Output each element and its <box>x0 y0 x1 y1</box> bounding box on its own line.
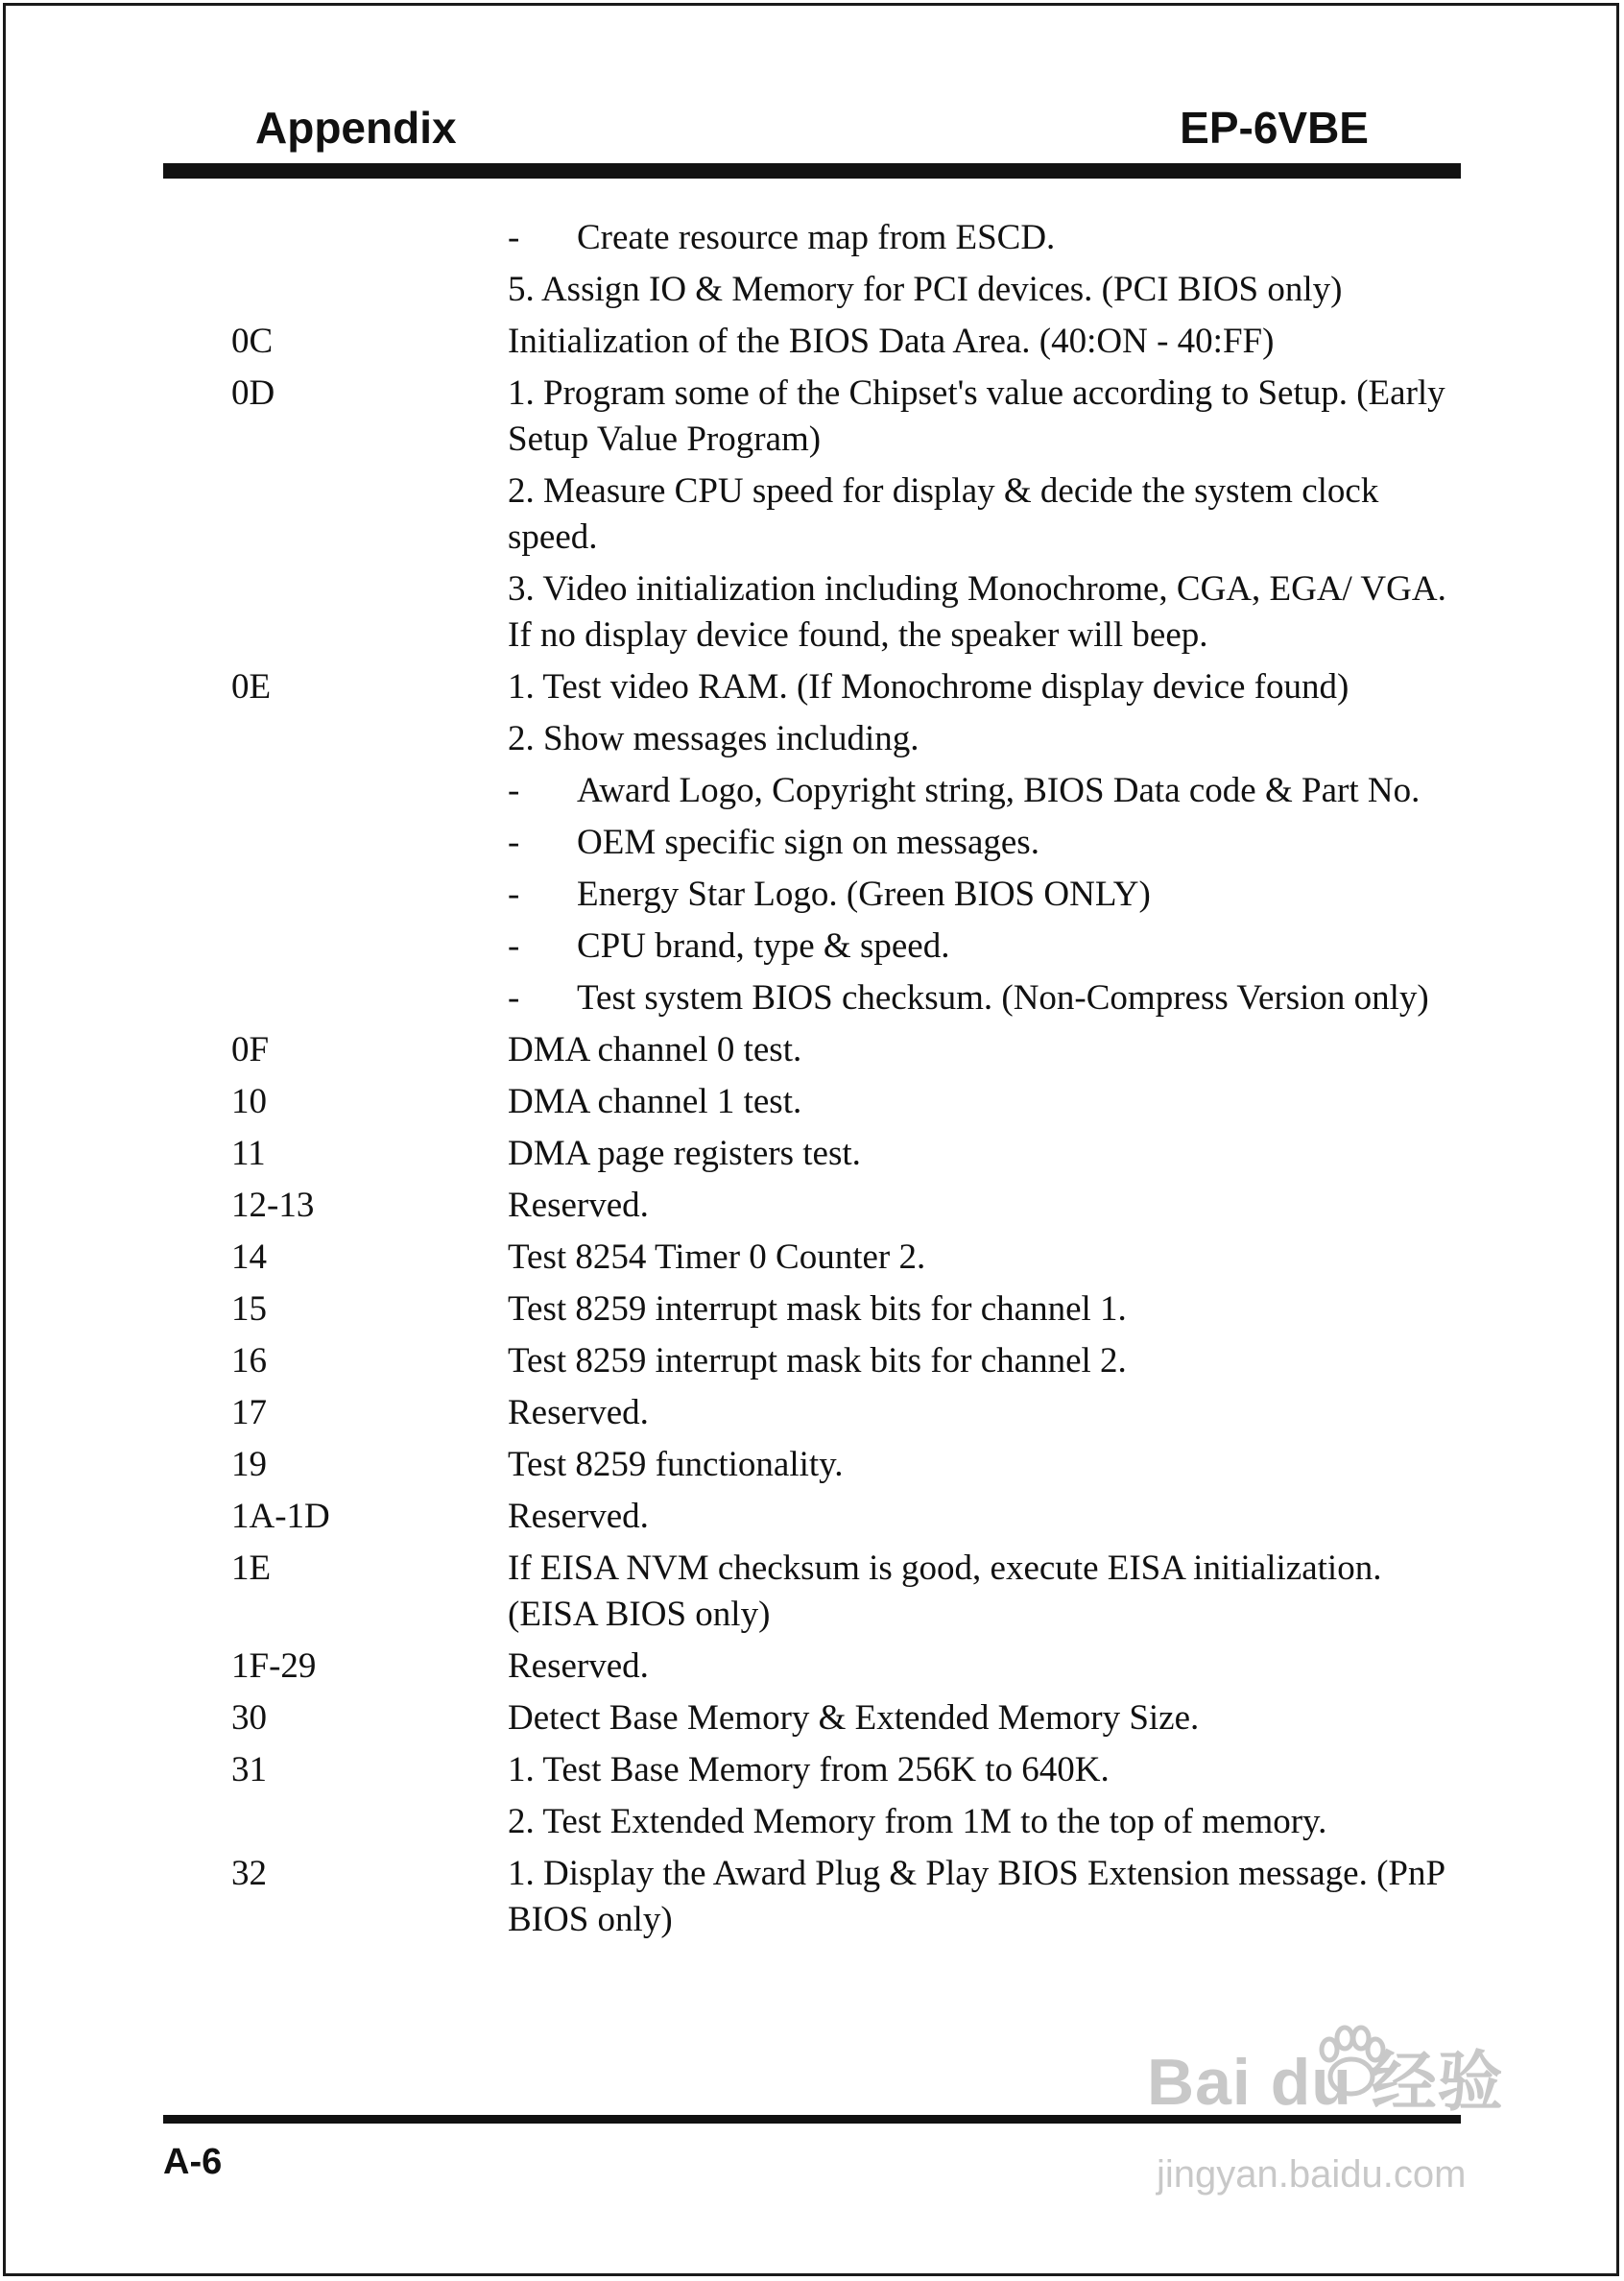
post-description <box>508 1286 1465 1338</box>
post-description <box>508 1131 1465 1183</box>
post-code: 31 <box>231 1750 267 1789</box>
description-line: Reserved. <box>508 1497 649 1536</box>
bullet-text: OEM specific sign on messages. <box>577 823 1039 862</box>
description-line: DMA channel 0 test. <box>508 1030 802 1069</box>
post-code: 10 <box>231 1082 267 1121</box>
description-line: Initialization of the BIOS Data Area. (40:ON - 40:FF) <box>508 322 1275 361</box>
post-description <box>508 1079 1465 1131</box>
description-line: 1. Program some of the Chipset's value according to Setup. (Early Setup Value Program) <box>508 373 1445 459</box>
post-code <box>231 215 508 319</box>
description-line: If EISA NVM checksum is good, execute EISA initialization. (EISA BIOS only) <box>508 1549 1382 1634</box>
table-row <box>231 1286 1465 1338</box>
table-row <box>231 1235 1465 1286</box>
table-row <box>231 1183 1465 1235</box>
description-line: Test 8259 functionality. <box>508 1445 844 1484</box>
post-code: 12-13 <box>231 1186 315 1225</box>
post-code: 0E <box>231 667 272 707</box>
description-line: 2. Measure CPU speed for display & decide the system clock speed. <box>508 471 1379 557</box>
dash-bullet: - <box>508 771 520 810</box>
description-line: Reserved. <box>508 1186 649 1225</box>
description-line: Reserved. <box>508 1646 649 1686</box>
post-code: 0C <box>231 322 274 361</box>
post-code-table <box>231 215 1465 1949</box>
post-code: 19 <box>231 1445 267 1484</box>
table-row <box>231 371 1465 664</box>
table-row <box>231 1695 1465 1747</box>
table-row <box>231 1390 1465 1442</box>
description-line: Reserved. <box>508 1393 649 1432</box>
post-code: 30 <box>231 1698 267 1738</box>
bullet-item <box>508 872 1465 918</box>
dash-bullet: - <box>508 218 520 257</box>
bullet-text: Energy Star Logo. (Green BIOS ONLY) <box>577 875 1151 914</box>
bullet-item <box>508 924 1465 970</box>
table-row <box>231 1079 1465 1131</box>
post-code: 14 <box>231 1237 267 1277</box>
post-code: 32 <box>231 1854 267 1893</box>
post-description <box>508 664 1465 1027</box>
description-line: 1. Test video RAM. (If Monochrome display device found) <box>508 667 1349 707</box>
table-row <box>231 664 1465 1027</box>
description-line: Detect Base Memory & Extended Memory Size. <box>508 1698 1200 1738</box>
post-description <box>508 371 1465 664</box>
post-description <box>508 1390 1465 1442</box>
post-description <box>508 1027 1465 1079</box>
dash-bullet: - <box>508 823 520 862</box>
description-line: 5. Assign IO & Memory for PCI devices. (PCI BIOS only) <box>508 270 1343 309</box>
description-line: 2. Show messages including. <box>508 719 919 758</box>
post-description <box>508 1747 1465 1851</box>
table-row <box>231 319 1465 371</box>
description-line: 3. Video initialization including Monochrome, CGA, EGA/ VGA. If no display device found, the speaker will beep. <box>508 569 1446 655</box>
post-code: 15 <box>231 1289 267 1329</box>
post-description <box>508 1235 1465 1286</box>
table-row <box>231 1851 1465 1949</box>
page-number: A-6 <box>163 2142 223 2182</box>
post-description <box>508 1546 1465 1644</box>
description-line: DMA channel 1 test. <box>508 1082 802 1121</box>
post-code: 1E <box>231 1549 272 1588</box>
post-description <box>508 1183 1465 1235</box>
bullet-text: CPU brand, type & speed. <box>577 926 950 966</box>
post-code: 0D <box>231 373 275 413</box>
bullet-item <box>508 820 1465 866</box>
description-line: Test 8254 Timer 0 Counter 2. <box>508 1237 926 1277</box>
post-description <box>508 1338 1465 1390</box>
baidu-watermark <box>1147 2030 1540 2218</box>
table-row <box>231 1644 1465 1695</box>
dash-bullet: - <box>508 978 520 1018</box>
post-description <box>508 215 1465 319</box>
post-code: 1A-1D <box>231 1497 330 1536</box>
description-line: 1. Display the Award Plug & Play BIOS Extension message. (PnP BIOS only) <box>508 1854 1445 1939</box>
post-description <box>508 1695 1465 1747</box>
description-line: 1. Test Base Memory from 256K to 640K. <box>508 1750 1110 1789</box>
post-code: 16 <box>231 1341 267 1381</box>
post-code: 0F <box>231 1030 270 1069</box>
post-code: 17 <box>231 1393 267 1432</box>
description-line: DMA page registers test. <box>508 1134 861 1173</box>
table-row <box>231 1546 1465 1644</box>
table-row <box>231 1027 1465 1079</box>
post-code: 1F-29 <box>231 1646 317 1686</box>
bullet-text: Create resource map from ESCD. <box>577 218 1056 257</box>
post-description <box>508 1644 1465 1695</box>
description-line: Test 8259 interrupt mask bits for channel 2. <box>508 1341 1127 1381</box>
bullet-text: Test system BIOS checksum. (Non-Compress Version only) <box>577 978 1429 1018</box>
post-description <box>508 1494 1465 1546</box>
description-line: 2. Test Extended Memory from 1M to the top of memory. <box>508 1802 1327 1841</box>
table-row <box>231 1131 1465 1183</box>
table-row <box>231 215 1465 319</box>
bullet-item <box>508 975 1465 1021</box>
dash-bullet: - <box>508 926 520 966</box>
post-description <box>508 319 1465 371</box>
bullet-text: Award Logo, Copyright string, BIOS Data code & Part No. <box>577 771 1421 810</box>
watermark-url: jingyan.baidu.com <box>1157 2153 1467 2196</box>
description-line: Test 8259 interrupt mask bits for channel 1. <box>508 1289 1127 1329</box>
header-rule <box>163 163 1461 179</box>
table-row <box>231 1338 1465 1390</box>
dash-bullet: - <box>508 875 520 914</box>
bullet-item <box>508 215 1465 261</box>
watermark-brand: Bai du 经验 <box>1147 2046 1504 2119</box>
bullet-item <box>508 768 1465 814</box>
table-row <box>231 1442 1465 1494</box>
table-row <box>231 1747 1465 1851</box>
header-model-name: EP-6VBE <box>1180 103 1369 153</box>
post-description <box>508 1851 1465 1949</box>
post-code: 11 <box>231 1134 266 1173</box>
post-description <box>508 1442 1465 1494</box>
header-section-title: Appendix <box>255 103 457 153</box>
table-row <box>231 1494 1465 1546</box>
